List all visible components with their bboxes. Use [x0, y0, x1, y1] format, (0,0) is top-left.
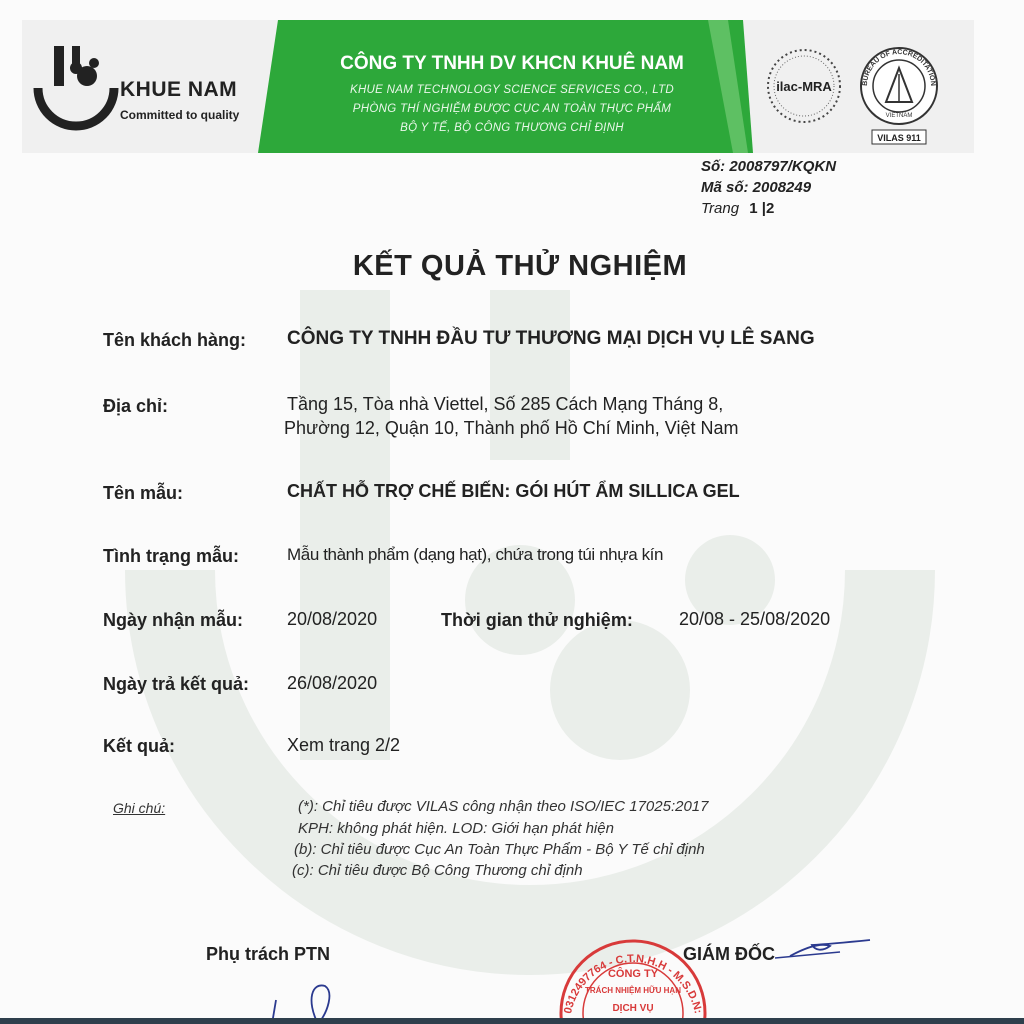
- page-value: 1 |2: [749, 200, 775, 217]
- watermark-logo-icon: [90, 270, 970, 1024]
- lab-head-title: Phụ trách PTN: [206, 944, 331, 964]
- note-line2: KPH: không phát hiện. LOD: Giới hạn phát hiện: [298, 820, 614, 837]
- sample-status-label: Tình trạng mẫu:: [103, 546, 239, 566]
- lab-designation-line2: BỘ Y TẾ, BỘ CÔNG THƯƠNG CHỈ ĐỊNH: [400, 122, 624, 134]
- vilas-accreditation-badge-icon: [854, 44, 944, 154]
- result-label: Kết quả:: [103, 736, 175, 756]
- result-value: Xem trang 2/2: [287, 735, 401, 755]
- received-date-label: Ngày nhận mẫu:: [103, 610, 244, 630]
- vilas-ring-text: BUREAU OF ACCREDITATION: [861, 48, 937, 87]
- customer-label: Tên khách hàng:: [103, 330, 247, 350]
- page-label: Trang: [701, 200, 740, 217]
- page-bottom-edge: [0, 1018, 1024, 1024]
- sample-label: Tên mẫu:: [103, 483, 184, 503]
- lab-designation-line1: PHÒNG THÍ NGHIỆM ĐƯỢC CỤC AN TOÀN THỰC PHẨM: [352, 103, 672, 115]
- director-title: GIÁM ĐỐC: [683, 944, 775, 964]
- seal-line1: CÔNG TY: [607, 968, 659, 980]
- company-seal-icon: [548, 925, 708, 1024]
- company-english-name: KHUE NAM TECHNOLOGY SCIENCE SERVICES CO., LTD: [349, 84, 675, 96]
- ilac-mra-badge-icon: [764, 46, 844, 126]
- customer-value: CÔNG TY TNHH ĐẦU TƯ THƯƠNG MẠI DỊCH VỤ LÊ SANG: [287, 328, 815, 349]
- test-period-value: 20/08 - 25/08/2020: [679, 609, 831, 629]
- page-indicator: [701, 200, 774, 217]
- flask-logo-icon: [32, 38, 122, 133]
- note-line1: (*): Chỉ tiêu được VILAS công nhận theo ISO/IEC 17025:2017: [298, 798, 709, 815]
- seal-line2: TRÁCH NHIỆM HỮU HẠN: [585, 986, 681, 995]
- report-number: Số: 2008797/KQKN: [701, 158, 837, 175]
- address-line1: Tầng 15, Tòa nhà Viettel, Số 285 Cách Mạng Tháng 8,: [287, 394, 724, 414]
- seal-ring-text: 0312497764 - C.T.N.H.H - M.S.D.N:: [562, 952, 704, 1015]
- return-date-label: Ngày trả kết quả:: [103, 674, 250, 694]
- report-code: Mã số: 2008249: [701, 179, 812, 196]
- ilac-mra-label: ilac-MRA: [776, 79, 832, 94]
- note-line3: (b): Chỉ tiêu được Cục An Toàn Thực Phẩm - Bộ Y Tế chỉ định: [294, 841, 705, 858]
- received-date-value: 20/08/2020: [287, 609, 378, 629]
- sample-status-value: Mẫu thành phẩm (dạng hạt), chứa trong túi nhựa kín: [287, 545, 664, 564]
- company-name: CÔNG TY TNHH DV KHCN KHUÊ NAM: [340, 53, 684, 74]
- test-period-label: Thời gian thử nghiệm:: [441, 610, 633, 630]
- brand-name: KHUE NAM: [120, 78, 238, 101]
- note-line4: (c): Chỉ tiêu được Bộ Công Thương chỉ định: [292, 862, 583, 879]
- brand-tagline: Committed to quality: [120, 108, 240, 122]
- address-line2: Phường 12, Quận 10, Thành phố Hồ Chí Minh, Việt Nam: [284, 418, 739, 438]
- notes-label: Ghi chú:: [113, 800, 166, 816]
- address-label: Địa chỉ:: [103, 396, 169, 416]
- seal-line3: DỊCH VỤ: [612, 1003, 654, 1014]
- document-title: KẾT QUẢ THỬ NGHIỆM: [352, 250, 688, 282]
- sample-value: CHẤT HỖ TRỢ CHẾ BIẾN: GÓI HÚT ẨM SILLICA GEL: [287, 481, 740, 501]
- return-date-value: 26/08/2020: [287, 673, 378, 693]
- vilas-code: VILAS 911: [877, 133, 921, 143]
- letterhead: [22, 20, 974, 153]
- khue-nam-logo: [32, 38, 272, 148]
- vilas-country: VIETNAM: [885, 113, 913, 119]
